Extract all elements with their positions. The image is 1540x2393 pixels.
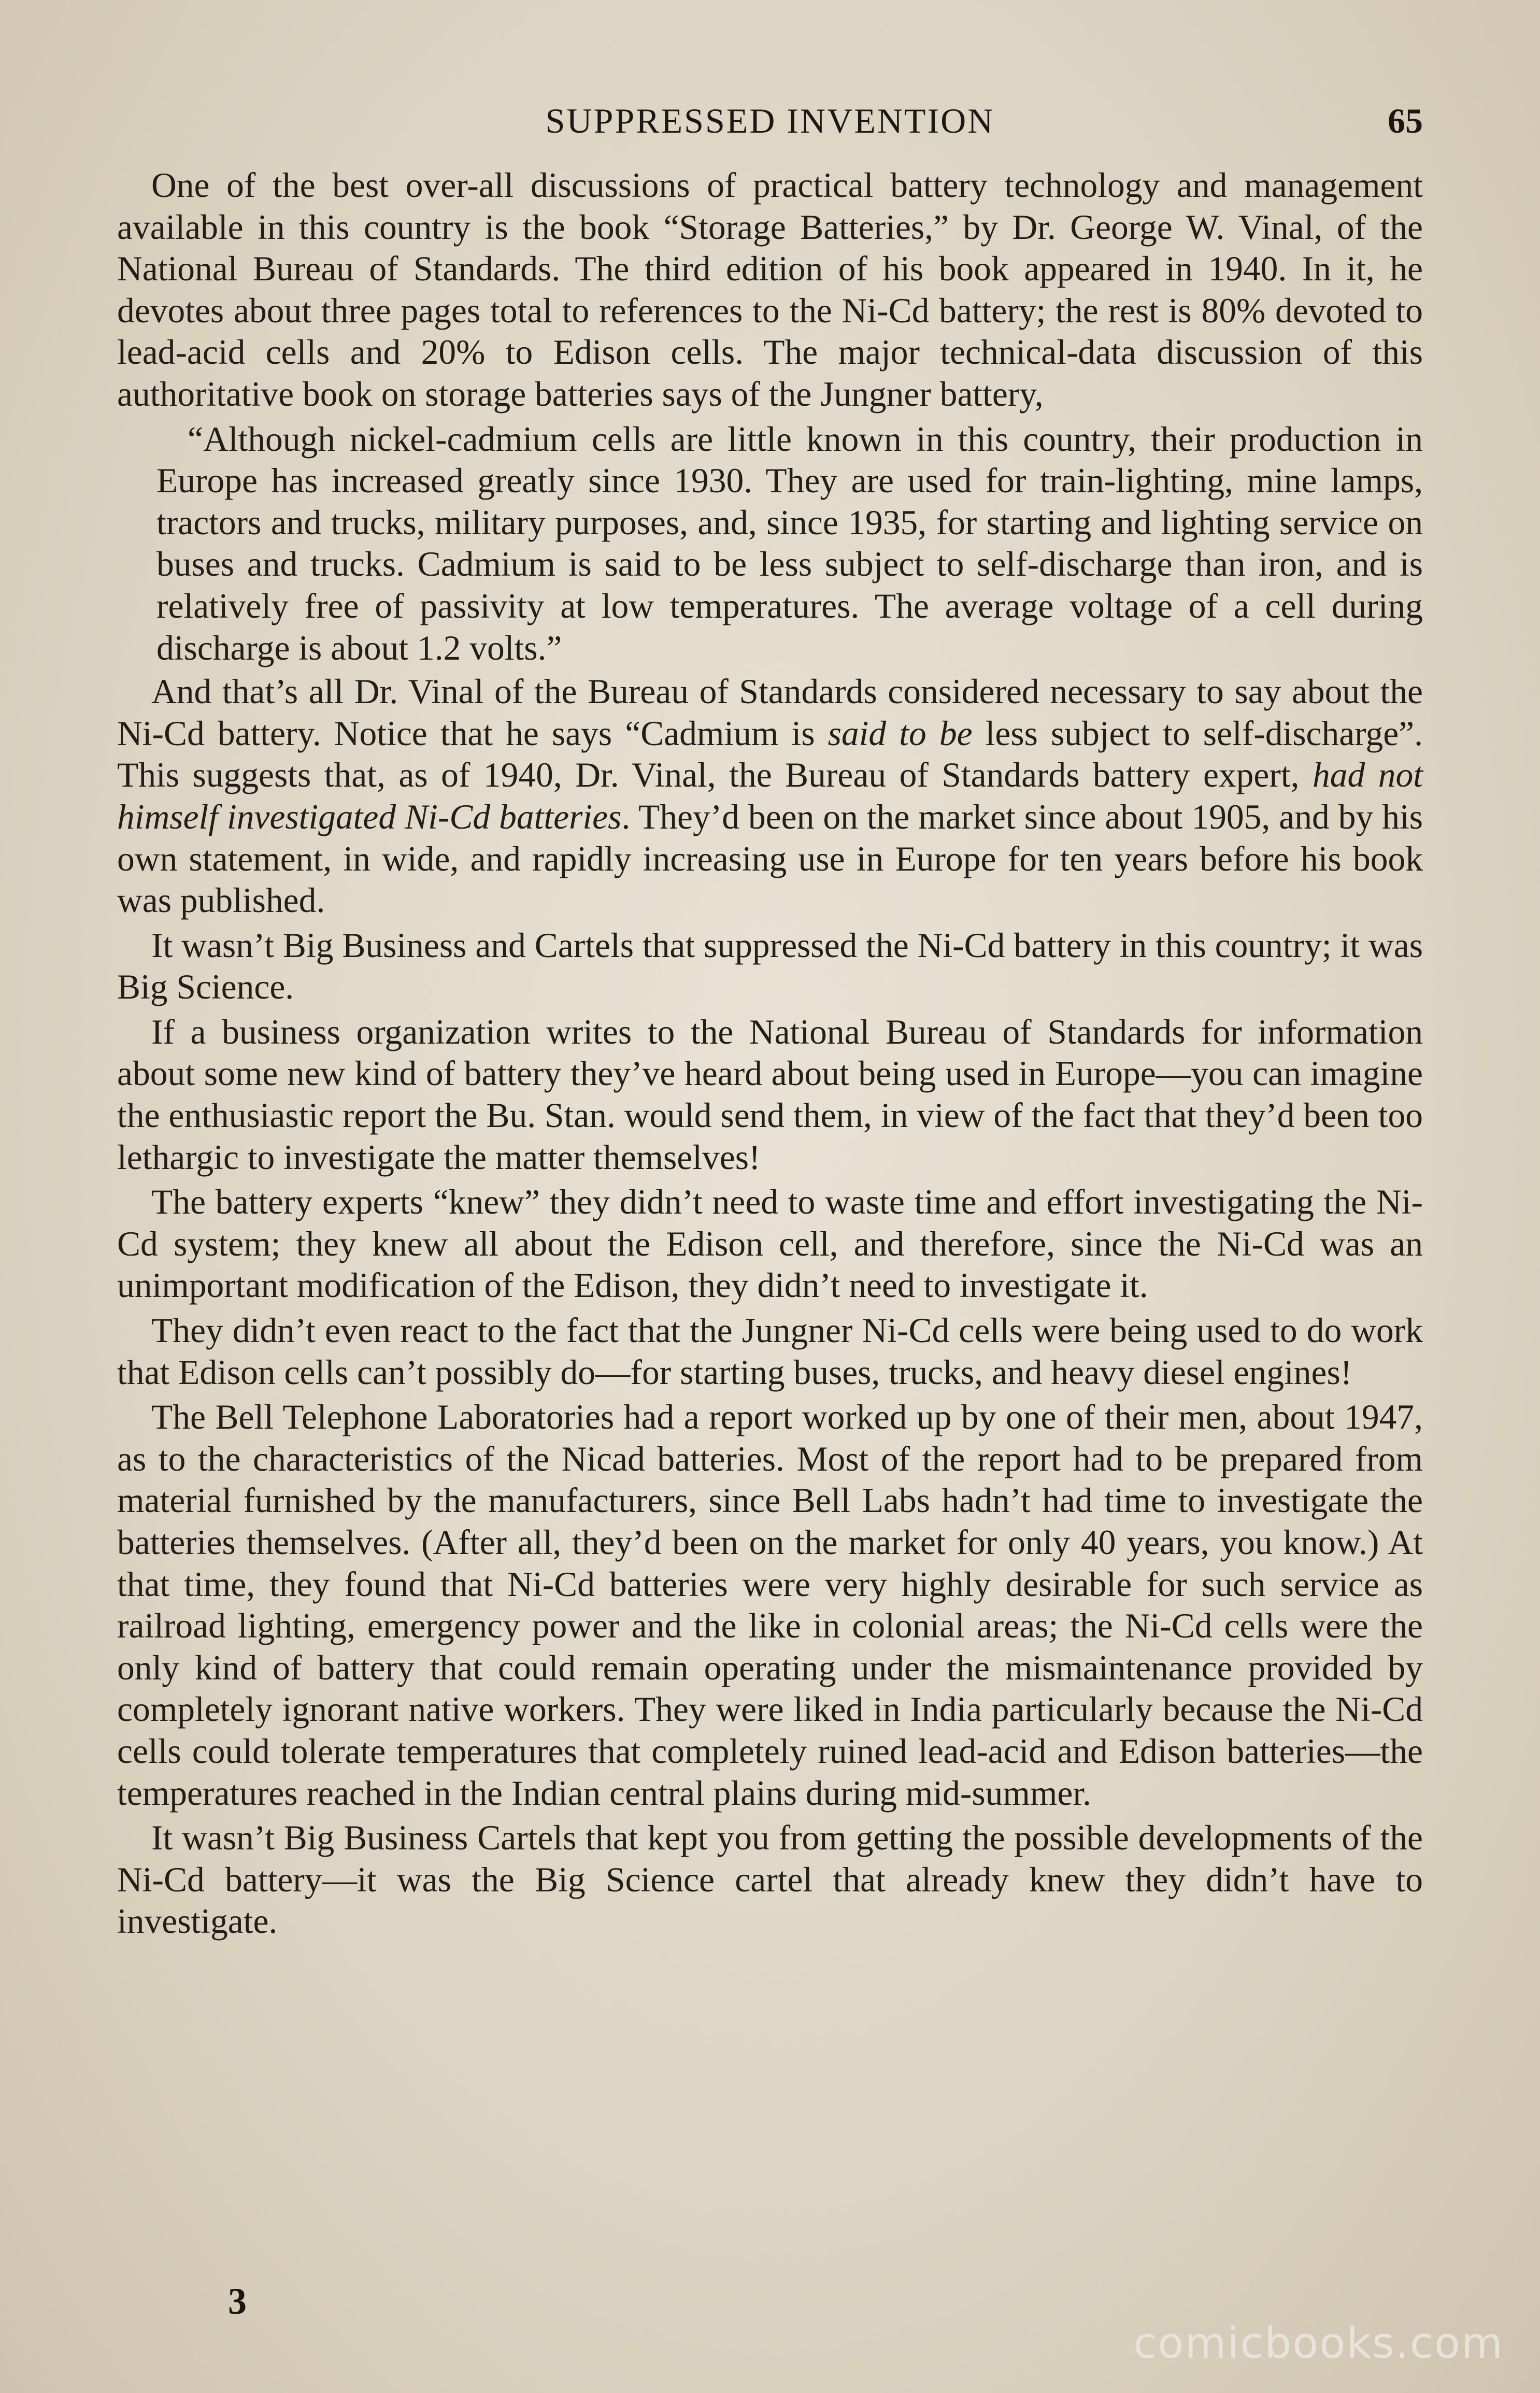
paragraph-bell-labs: The Bell Telephone Laboratories had a report worked up by one of their men, about 1947, as to the characteristics of the Nicad batteries. Most of the report had to be prepared from material furnished by the manufacturers, since Bell Labs hadn’t had time to investigate the batteries themselves. (After all, they’d been on the market for only 40 years, you know.) At that time, they found that Ni-Cd batteries were very highly desirable for such service as railroad lighting, emergency power and the like in colonial areas; the Ni-Cd cells were the only kind of battery that could remain operating under the mismaintenance provided by completely ignorant native workers. They were liked in India particularly because the Ni-Cd cells could tolerate temperatures that completely ruined lead-acid and Edison batteries—the temperatures reached in the Indian central plains during mid-summer. (117, 1398, 1423, 1813)
running-header (117, 97, 1423, 144)
text-run: And that’s all Dr. Vinal of the Bureau of Standards considered necessary to say about the Ni-Cd battery. Notice that he says “Cadmium is (117, 672, 1423, 753)
page-number: 65 (1388, 101, 1423, 140)
quote-text: “Although nickel-cadmium cells are little known in this country, their production in Europe has increased greatly since 1930. They are used for train-lighting, mine lamps, tractors and trucks, military purposes, and, since 1935, for starting and lighting service on buses and trucks. Cadmium is said to be less subject to self-discharge than iron, and is relatively free of passivity at low temperatures. The average voltage of a cell during discharge is about 1.2 volts.” (156, 419, 1423, 667)
body-text (117, 165, 1423, 1946)
paragraph-battery-experts: The battery experts “knew” they didn’t need to waste time and effort investigating the Ni-Cd system; they knew all about the Edison cell, and therefore, since the Ni-Cd was an unimportant modification of the Edison, they didn’t need to investigate it. (117, 1183, 1423, 1305)
block-quote (156, 419, 1423, 670)
paragraph-vinal-analysis (117, 671, 1423, 922)
paragraph-vinal-book: One of the best over-all discussions of practical battery technology and management available in this country is the book “Storage Batteries,” by Dr. George W. Vinal, of the National Bureau of Standards. The third edition of his book appeared in 1940. In it, he devotes about three pages total to references to the Ni-Cd battery; the rest is 80% devoted to lead-acid cells and 20% to Edison cells. The major technical-data discussion of this authoritative book on storage batteries says of the Jungner battery, (117, 166, 1423, 414)
signature-mark: 3 (228, 2281, 247, 2322)
emphasis-not-investigated: had not himself investigated Ni-Cd batteries (117, 756, 1423, 836)
running-title: SUPPRESSED INVENTION (545, 101, 995, 140)
paragraph-jungner-use: They didn’t even react to the fact that the Jungner Ni-Cd cells were being used to do work that Edison cells can’t possibly do—for starting buses, trucks, and heavy diesel engines! (117, 1311, 1423, 1392)
paragraph-big-science: It wasn’t Big Business and Cartels that suppressed the Ni-Cd battery in this country; it was Big Science. (117, 925, 1423, 1007)
paragraph-conclusion: It wasn’t Big Business Cartels that kept you from getting the possible developments of the Ni-Cd battery—it was the Big Science cartel that already knew they didn’t have to investigate. (117, 1818, 1423, 1941)
emphasis-said-to-be: said to be (828, 714, 973, 753)
paragraph-business-inquiry: If a business organization writes to the National Bureau of Standards for information about some new kind of battery they’ve heard about being used in Europe—you can imagine the enthusiastic report the Bu. Stan. would send them, in view of the fact that they’d been too lethargic to investigate the matter themselves! (117, 1012, 1423, 1177)
text-run: . They’d been on the market since about 1905, and by his own statement, in wide, and rapidly increasing use in Europe for ten years before his book was published. (117, 797, 1423, 920)
watermark: comicbooks.com (1133, 2319, 1504, 2368)
text-run: less subject to self-discharge”. This suggests that, as of 1940, Dr. Vinal, the Bureau of Standards battery expert, (117, 714, 1423, 795)
